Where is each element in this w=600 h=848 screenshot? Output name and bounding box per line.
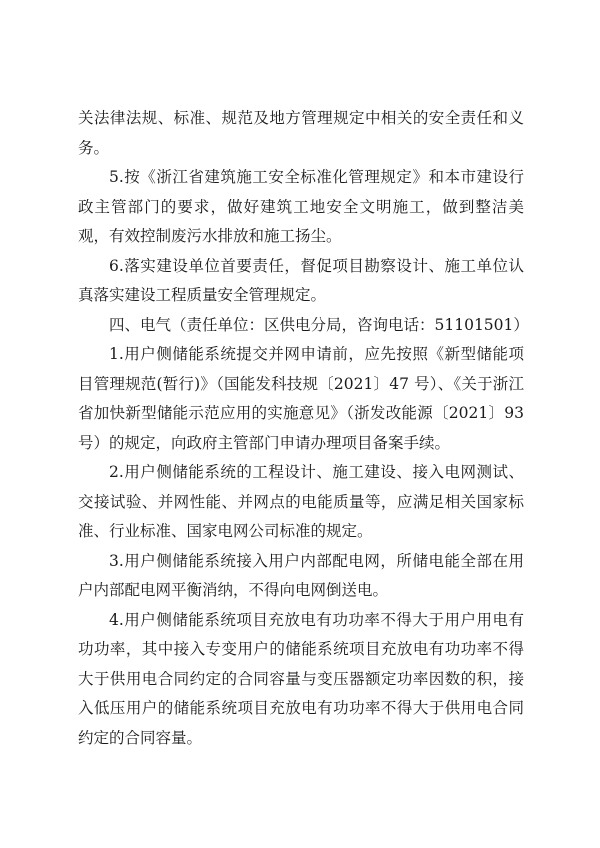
paragraph-electrical-4: 4.用户侧储能系统项目充放电有功功率不得大于用户用电有功功率，其中接入专变用户的储能系统项目充放电有功功率不得大于供用电合同约定的合同容量与变压器额定功率因数的积，接入低压用户的储能系统项目充放电有功功率不得大于供用电合同约定的合同容量。 [78, 610, 524, 747]
paragraph-electrical-2: 2.用户侧储能系统的工程设计、施工建设、接入电网测试、交接试验、并网性能、并网点的电能质量等，应满足相关国家标准、行业标准、国家电网公司标准的规定。 [78, 463, 524, 540]
section-heading-electrical: 四、电气（责任单位：区供电分局，咨询电话：51101501） [109, 315, 529, 334]
paragraph-item-6: 6.落实建设单位首要责任，督促项目勘察设计、施工单位认真落实建设工程质量安全管理规定。 [78, 256, 524, 304]
paragraph-electrical-1: 1.用户侧储能系统提交并网申请前，应先按照《新型储能项目管理规范(暂行)》（国能发科技规〔2021〕47 号）、《关于浙江省加快新型储能示范应用的实施意见》（浙发改能源〔2021〕93 号）的规定，向政府主管部门申请办理项目备案手续。 [78, 345, 524, 452]
document-body [78, 104, 529, 753]
paragraph-continuation: 关法律法规、标准、规范及地方管理规定中相关的安全责任和义务。 [78, 109, 524, 157]
paragraph-electrical-3: 3.用户侧储能系统接入用户内部配电网，所储电能全部在用户内部配电网平衡消纳，不得向电网倒送电。 [78, 551, 524, 599]
paragraph-item-5: 5.按《浙江省建筑施工安全标准化管理规定》和本市建设行政主管部门的要求，做好建筑工地安全文明施工，做到整洁美观，有效控制废污水排放和施工扬尘。 [78, 168, 524, 245]
